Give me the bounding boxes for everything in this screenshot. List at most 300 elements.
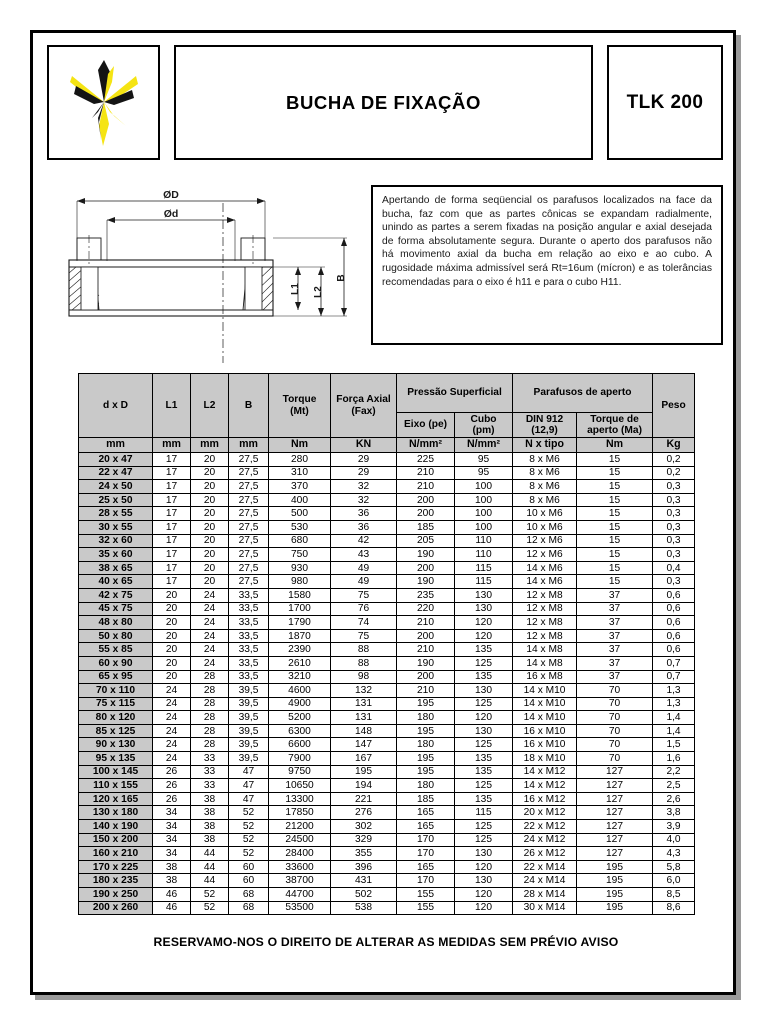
footer-disclaimer: RESERVAMO-NOS O DIREITO DE ALTERAR AS MEDIDAS SEM PRÉVIO AVISO [153,935,619,949]
cell-value-6: 165 [397,860,455,874]
header-b: B [229,374,269,438]
cell-value-10: 1,4 [653,724,695,738]
cell-value-4: 530 [269,520,331,534]
cell-value-10: 1,6 [653,752,695,766]
title-box [174,45,593,160]
cell-value-6: 190 [397,656,455,670]
cell-value-3: 60 [229,874,269,888]
cell-value-10: 0,2 [653,453,695,467]
cell-value-7: 125 [455,656,513,670]
cell-value-4: 24500 [269,833,331,847]
header-din-line2: (12,9) [531,425,558,436]
header-cubo-line2: (pm) [472,425,495,436]
cell-value-5: 43 [331,548,397,562]
cell-value-3: 27,5 [229,520,269,534]
table-row [79,833,695,847]
cell-value-9: 37 [577,602,653,616]
unit-cell-9: Nm [577,438,653,453]
header-eixo: Eixo (pe) [397,413,455,438]
cell-value-7: 100 [455,493,513,507]
cell-value-8: 16 x M10 [513,738,577,752]
cell-value-9: 70 [577,697,653,711]
cell-value-7: 125 [455,820,513,834]
cell-value-6: 170 [397,847,455,861]
cell-value-2: 20 [191,466,229,480]
cell-value-8: 16 x M8 [513,670,577,684]
cell-dxd: 140 x 190 [79,820,153,834]
cell-value-2: 20 [191,480,229,494]
cell-value-4: 53500 [269,901,331,915]
cell-dxd: 20 x 47 [79,453,153,467]
cell-value-3: 33,5 [229,616,269,630]
cell-value-6: 210 [397,480,455,494]
cell-value-10: 1,4 [653,711,695,725]
cell-value-3: 39,5 [229,711,269,725]
cell-value-4: 1580 [269,588,331,602]
table-row [79,588,695,602]
cell-value-9: 15 [577,520,653,534]
table-body [79,453,695,915]
cell-dxd: 170 x 225 [79,860,153,874]
cell-value-4: 500 [269,507,331,521]
cell-value-3: 27,5 [229,534,269,548]
table-row [79,792,695,806]
table-row [79,507,695,521]
cell-value-9: 15 [577,493,653,507]
cell-value-8: 12 x M8 [513,588,577,602]
cell-value-5: 431 [331,874,397,888]
cell-value-2: 33 [191,779,229,793]
unit-cell-7: N/mm² [455,438,513,453]
cell-dxd: 150 x 200 [79,833,153,847]
cell-value-6: 185 [397,520,455,534]
unit-cell-5: KN [331,438,397,453]
cell-value-1: 34 [153,806,191,820]
specification-table-wrap [78,373,694,915]
unit-cell-8: N x tipo [513,438,577,453]
cell-value-3: 33,5 [229,670,269,684]
cell-value-1: 26 [153,779,191,793]
cell-value-3: 33,5 [229,629,269,643]
cell-value-10: 0,7 [653,656,695,670]
cell-value-7: 130 [455,724,513,738]
cell-dxd: 45 x 75 [79,602,153,616]
cell-value-9: 37 [577,588,653,602]
cell-value-10: 8,6 [653,901,695,915]
cell-value-6: 210 [397,684,455,698]
cell-value-1: 17 [153,493,191,507]
cell-value-3: 68 [229,888,269,902]
table-row [79,453,695,467]
cell-value-10: 0,7 [653,670,695,684]
cell-value-10: 0,3 [653,548,695,562]
cell-value-2: 28 [191,711,229,725]
header-ma-line2: aperto (Ma) [587,425,642,436]
cell-value-1: 17 [153,466,191,480]
cell-value-5: 74 [331,616,397,630]
cell-value-5: 131 [331,697,397,711]
cell-value-6: 190 [397,548,455,562]
cell-value-10: 8,5 [653,888,695,902]
cell-value-1: 17 [153,561,191,575]
cell-value-3: 52 [229,833,269,847]
cell-value-8: 8 x M6 [513,480,577,494]
cell-dxd: 24 x 50 [79,480,153,494]
cell-value-2: 20 [191,548,229,562]
table-row [79,711,695,725]
cell-value-9: 15 [577,480,653,494]
table-row [79,724,695,738]
cell-value-3: 39,5 [229,684,269,698]
cell-value-7: 120 [455,711,513,725]
cell-value-2: 20 [191,561,229,575]
table-row [79,806,695,820]
cell-value-10: 0,6 [653,602,695,616]
table-row [79,779,695,793]
cell-value-2: 28 [191,684,229,698]
cell-value-2: 24 [191,656,229,670]
cell-dxd: 75 x 115 [79,697,153,711]
cell-value-1: 17 [153,575,191,589]
cell-value-10: 0,3 [653,493,695,507]
cell-value-5: 194 [331,779,397,793]
table-row [79,738,695,752]
units-row [79,438,695,453]
cell-value-5: 36 [331,520,397,534]
cell-value-4: 38700 [269,874,331,888]
cell-value-8: 22 x M14 [513,860,577,874]
table-row [79,561,695,575]
cell-value-8: 12 x M8 [513,616,577,630]
cell-value-5: 538 [331,901,397,915]
cell-value-3: 52 [229,806,269,820]
cell-value-7: 100 [455,480,513,494]
cell-value-1: 26 [153,792,191,806]
header-group-pressure: Pressão Superficial [397,374,513,413]
cell-value-8: 22 x M12 [513,820,577,834]
unit-cell-1: mm [153,438,191,453]
header-axial-force [331,374,397,438]
cell-value-4: 6300 [269,724,331,738]
cell-value-7: 125 [455,779,513,793]
cell-value-3: 33,5 [229,643,269,657]
unit-cell-0: mm [79,438,153,453]
cell-dxd: 110 x 155 [79,779,153,793]
cell-value-3: 47 [229,779,269,793]
dimension-label-outer-diameter: ØD [163,189,179,201]
header-torque [269,374,331,438]
table-row [79,466,695,480]
cell-value-10: 4,0 [653,833,695,847]
cell-value-5: 76 [331,602,397,616]
cell-value-7: 110 [455,548,513,562]
cell-value-5: 49 [331,561,397,575]
cell-value-6: 155 [397,888,455,902]
cell-value-8: 8 x M6 [513,453,577,467]
cell-value-5: 355 [331,847,397,861]
cell-value-9: 15 [577,561,653,575]
cell-value-2: 44 [191,860,229,874]
table-row [79,480,695,494]
cell-value-4: 2610 [269,656,331,670]
cell-dxd: 85 x 125 [79,724,153,738]
cell-value-2: 52 [191,901,229,915]
cell-value-4: 4600 [269,684,331,698]
cell-value-8: 12 x M6 [513,548,577,562]
cell-value-7: 115 [455,561,513,575]
cell-dxd: 28 x 55 [79,507,153,521]
cell-value-5: 75 [331,588,397,602]
cell-value-6: 180 [397,738,455,752]
cell-value-6: 195 [397,765,455,779]
dimension-label-inner-diameter: Ød [163,208,179,220]
cell-value-1: 26 [153,765,191,779]
cell-value-9: 127 [577,806,653,820]
cell-dxd: 25 x 50 [79,493,153,507]
cell-value-3: 33,5 [229,602,269,616]
cell-value-6: 165 [397,820,455,834]
cell-value-9: 15 [577,534,653,548]
cell-value-8: 10 x M6 [513,507,577,521]
header-torque-line2: (Mt) [290,405,309,417]
cell-value-1: 20 [153,656,191,670]
cell-value-5: 329 [331,833,397,847]
cell-value-6: 170 [397,874,455,888]
cell-value-4: 10650 [269,779,331,793]
table-row [79,684,695,698]
cell-value-9: 15 [577,453,653,467]
cell-value-1: 20 [153,670,191,684]
cell-dxd: 22 x 47 [79,466,153,480]
header-din-line1: DIN 912 [525,413,564,425]
cell-value-5: 88 [331,656,397,670]
table-row [79,874,695,888]
cell-value-8: 26 x M12 [513,847,577,861]
cell-value-10: 1,5 [653,738,695,752]
header-axial-line2: (Fax) [351,405,376,417]
cell-value-7: 125 [455,738,513,752]
cell-value-4: 750 [269,548,331,562]
cell-value-9: 195 [577,901,653,915]
cell-value-3: 52 [229,820,269,834]
cell-value-10: 1,3 [653,684,695,698]
table-row [79,697,695,711]
cell-value-4: 1700 [269,602,331,616]
header-axial-line1: Força Axial [336,394,391,405]
cell-dxd: 65 x 95 [79,670,153,684]
cell-value-8: 12 x M8 [513,602,577,616]
cell-value-7: 120 [455,860,513,874]
cell-dxd: 42 x 75 [79,588,153,602]
cell-value-10: 0,6 [653,616,695,630]
cell-value-5: 42 [331,534,397,548]
cell-value-1: 24 [153,738,191,752]
cell-value-8: 8 x M6 [513,493,577,507]
cell-value-10: 3,8 [653,806,695,820]
cell-value-4: 17850 [269,806,331,820]
cell-value-2: 28 [191,738,229,752]
cell-value-9: 127 [577,792,653,806]
cell-value-5: 29 [331,453,397,467]
cell-value-8: 14 x M10 [513,711,577,725]
cell-value-7: 135 [455,765,513,779]
cell-value-3: 52 [229,847,269,861]
cell-value-9: 70 [577,738,653,752]
cell-value-1: 17 [153,507,191,521]
cell-value-10: 2,2 [653,765,695,779]
cell-value-6: 210 [397,466,455,480]
cell-value-1: 17 [153,534,191,548]
table-row [79,888,695,902]
table-row [79,820,695,834]
cell-value-7: 135 [455,752,513,766]
cell-value-5: 132 [331,684,397,698]
cell-value-9: 127 [577,820,653,834]
cell-value-3: 68 [229,901,269,915]
cell-value-8: 24 x M14 [513,874,577,888]
header-peso: Peso [653,374,695,438]
cell-value-8: 24 x M12 [513,833,577,847]
cell-value-1: 20 [153,602,191,616]
cell-value-3: 27,5 [229,548,269,562]
cell-value-7: 95 [455,453,513,467]
cell-value-3: 47 [229,765,269,779]
cell-value-1: 34 [153,833,191,847]
cell-value-1: 46 [153,888,191,902]
cell-value-2: 44 [191,874,229,888]
table-row [79,548,695,562]
cell-value-10: 0,2 [653,466,695,480]
page-header [47,45,723,160]
cell-value-6: 155 [397,901,455,915]
cell-dxd: 160 x 210 [79,847,153,861]
product-code-box [607,45,723,160]
cell-value-6: 200 [397,507,455,521]
cell-value-3: 39,5 [229,738,269,752]
cell-dxd: 95 x 135 [79,752,153,766]
cell-value-1: 20 [153,616,191,630]
cell-value-2: 38 [191,833,229,847]
cell-value-4: 930 [269,561,331,575]
cell-value-5: 32 [331,480,397,494]
cell-dxd: 120 x 165 [79,792,153,806]
cell-value-8: 28 x M14 [513,888,577,902]
cell-value-6: 220 [397,602,455,616]
cell-dxd: 180 x 235 [79,874,153,888]
cell-dxd: 70 x 110 [79,684,153,698]
cell-value-8: 14 x M6 [513,561,577,575]
cell-value-6: 180 [397,711,455,725]
cell-value-4: 370 [269,480,331,494]
cell-value-2: 28 [191,724,229,738]
cell-value-3: 39,5 [229,752,269,766]
cell-value-1: 46 [153,901,191,915]
cell-value-2: 24 [191,602,229,616]
cell-dxd: 30 x 55 [79,520,153,534]
cell-value-9: 37 [577,643,653,657]
cell-value-4: 680 [269,534,331,548]
cell-dxd: 38 x 65 [79,561,153,575]
cell-value-9: 70 [577,752,653,766]
cell-value-6: 165 [397,806,455,820]
cell-value-8: 14 x M12 [513,779,577,793]
cell-value-7: 130 [455,684,513,698]
cell-value-2: 33 [191,765,229,779]
cell-value-2: 44 [191,847,229,861]
specification-table [78,373,695,915]
cell-value-9: 37 [577,629,653,643]
cell-value-1: 38 [153,874,191,888]
cell-value-9: 195 [577,860,653,874]
cell-value-6: 190 [397,575,455,589]
cell-value-6: 195 [397,752,455,766]
cell-value-5: 302 [331,820,397,834]
cell-value-1: 17 [153,453,191,467]
cell-value-2: 20 [191,507,229,521]
cell-value-1: 34 [153,820,191,834]
header-ma-line1: Torque de [590,413,639,425]
cell-value-4: 28400 [269,847,331,861]
cell-value-7: 135 [455,670,513,684]
cell-value-8: 14 x M10 [513,684,577,698]
cell-value-5: 195 [331,765,397,779]
cell-value-9: 195 [577,874,653,888]
cell-dxd: 130 x 180 [79,806,153,820]
cell-dxd: 190 x 250 [79,888,153,902]
cell-value-1: 24 [153,752,191,766]
cell-value-1: 20 [153,643,191,657]
cell-value-6: 225 [397,453,455,467]
cell-value-4: 1790 [269,616,331,630]
cell-value-8: 16 x M10 [513,724,577,738]
cell-value-8: 8 x M6 [513,466,577,480]
cell-value-7: 100 [455,520,513,534]
table-row [79,629,695,643]
cell-dxd: 32 x 60 [79,534,153,548]
cell-value-7: 115 [455,575,513,589]
cell-value-7: 120 [455,629,513,643]
header-din912 [513,413,577,438]
cell-value-7: 120 [455,901,513,915]
cell-value-6: 210 [397,616,455,630]
cell-value-10: 0,6 [653,588,695,602]
cell-value-10: 5,8 [653,860,695,874]
cell-value-5: 221 [331,792,397,806]
cell-value-1: 24 [153,711,191,725]
table-row [79,520,695,534]
table-row [79,643,695,657]
table-row [79,616,695,630]
star-logo-icon [68,60,140,146]
cell-value-2: 20 [191,493,229,507]
cell-value-7: 130 [455,588,513,602]
cell-value-2: 24 [191,616,229,630]
footer [33,933,739,951]
cell-value-6: 210 [397,643,455,657]
cell-value-8: 10 x M6 [513,520,577,534]
cell-value-1: 17 [153,480,191,494]
cell-value-10: 3,9 [653,820,695,834]
table-row [79,656,695,670]
cell-value-3: 60 [229,860,269,874]
cell-value-10: 4,3 [653,847,695,861]
cell-value-9: 127 [577,847,653,861]
cell-value-8: 14 x M12 [513,765,577,779]
cell-value-10: 0,3 [653,507,695,521]
cell-value-4: 5200 [269,711,331,725]
cell-value-3: 27,5 [229,480,269,494]
cell-value-5: 396 [331,860,397,874]
